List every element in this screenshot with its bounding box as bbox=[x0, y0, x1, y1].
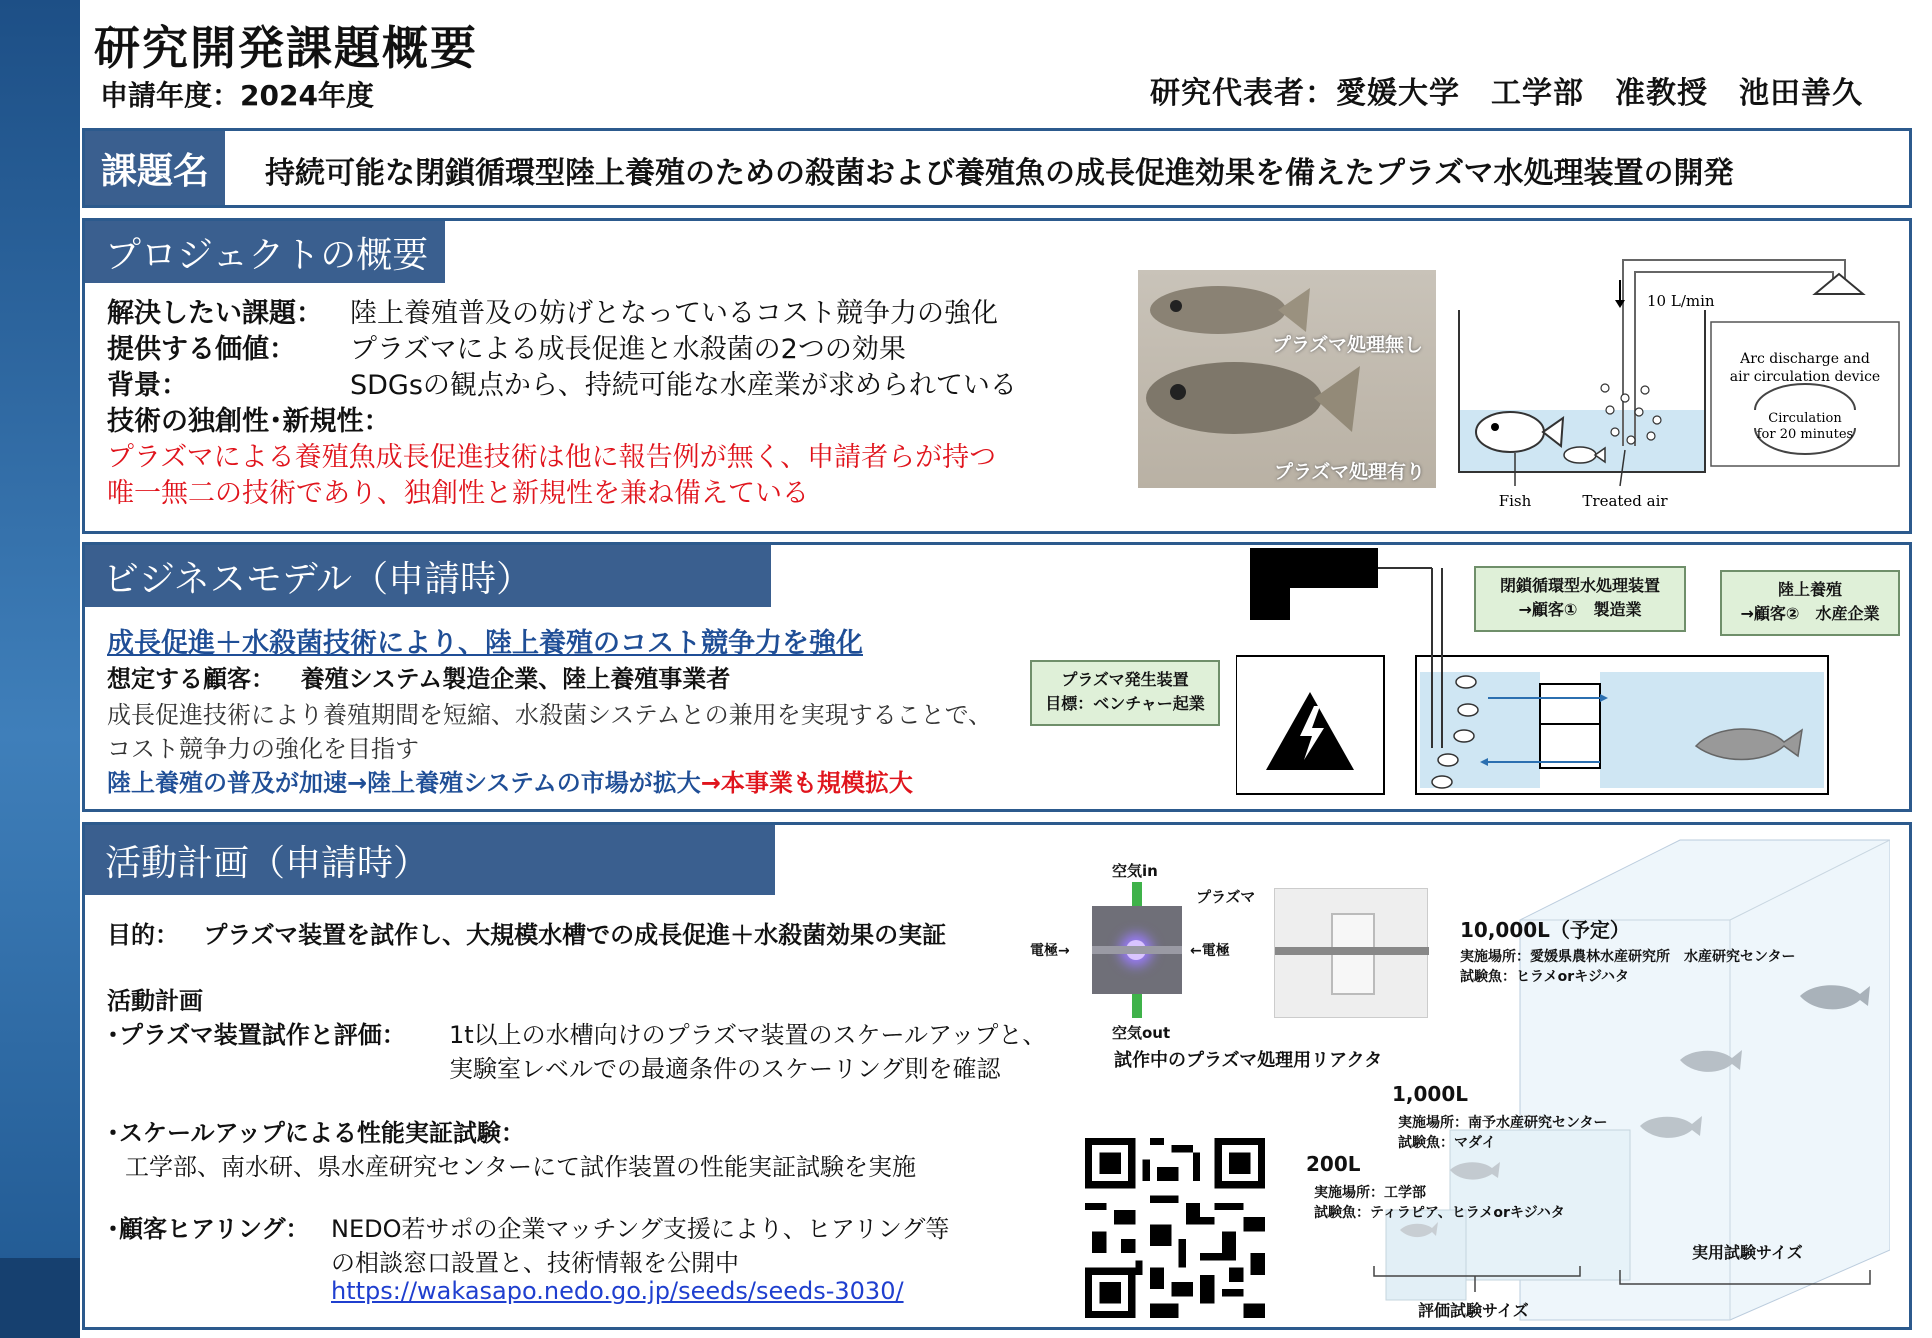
topic-bar bbox=[82, 128, 1912, 208]
circulation-label-line-2: for 20 minutes bbox=[1756, 427, 1854, 442]
plan-item-3-label: ･顧客ヒアリング： bbox=[107, 1215, 310, 1243]
topic-label: 課題名 bbox=[85, 131, 225, 205]
business-desc-line-2: コスト競争力の強化を目指す bbox=[107, 735, 419, 763]
business-chain-scale: →本事業も規模拡大 bbox=[700, 769, 913, 797]
device-label-line-1: Arc discharge and bbox=[1740, 351, 1870, 367]
electrode-left-label: 電極→ bbox=[1030, 943, 1070, 959]
tank-200-site: 実施場所：工学部 bbox=[1314, 1185, 1426, 1201]
callout-farm-line-1: 陸上養殖 bbox=[1777, 580, 1842, 599]
value-text: プラズマによる成長促進と水殺菌の2つの効果 bbox=[350, 334, 906, 365]
qr-code[interactable] bbox=[1085, 1138, 1265, 1318]
fish-photo-illustration bbox=[1138, 270, 1436, 488]
plasma-label: プラズマ bbox=[1196, 888, 1256, 906]
topic-title: 持続可能な閉鎖循環型陸上養殖のための殺菌および養殖魚の成長促進効果を備えたプラズマ水処理装置の開発 bbox=[265, 156, 1734, 191]
plan-item-3-line-1: NEDO若サポの企業マッチング支援により、ヒアリング等 bbox=[331, 1215, 950, 1243]
callout-plasma-line-2: 目標：ベンチャー起業 bbox=[1045, 694, 1205, 713]
callout-water-system bbox=[1474, 566, 1686, 632]
tank-200-fish: 試験魚：ティラピア、ヒラメorキジハタ bbox=[1314, 1205, 1565, 1221]
left-sidebar-band bbox=[0, 0, 80, 1338]
plan-item-1-line-1: 1t以上の水槽向けのプラズマ装置のスケールアップと、 bbox=[449, 1021, 1047, 1049]
tank-200-size: 200L bbox=[1306, 1152, 1361, 1176]
background-label: 背景： bbox=[107, 370, 188, 401]
air-out-arrow bbox=[1132, 994, 1142, 1018]
electrode-right-label: ←電極 bbox=[1190, 943, 1230, 959]
plan-item-2-line-1: 工学部、南水研、県水産研究センターにて試作装置の性能実証試験を実施 bbox=[125, 1153, 917, 1181]
tank-1000-fish: 試験魚：マダイ bbox=[1398, 1135, 1496, 1151]
photo-label-treated: プラズマ処理有り bbox=[1274, 461, 1426, 483]
customers-text: 養殖システム製造企業、陸上養殖事業者 bbox=[300, 665, 731, 693]
air-in-arrow bbox=[1132, 882, 1142, 906]
photo-label-untreated: プラズマ処理無し bbox=[1272, 334, 1424, 356]
air-in-label: 空気in bbox=[1112, 862, 1158, 880]
tank-10000-site: 実施場所：愛媛県農林水産研究所 水産研究センター bbox=[1460, 949, 1796, 965]
activity-header: 活動計画（申請時） bbox=[85, 825, 775, 895]
treated-air-label: Treated air bbox=[1582, 492, 1668, 510]
business-chain-market: 陸上養殖の普及が加速→陸上養殖システムの市場が拡大 bbox=[107, 769, 701, 797]
fish-comparison-photo bbox=[1138, 270, 1436, 488]
seeds-page-link[interactable]: https://wakasapo.nedo.go.jp/seeds/seeds-3030/ bbox=[331, 1277, 904, 1305]
overview-header: プロジェクトの概要 bbox=[85, 221, 445, 283]
application-year: 申請年度：2024年度 bbox=[100, 79, 374, 112]
practical-test-size-label: 実用試験サイズ bbox=[1692, 1243, 1803, 1262]
callout-plasma-generator bbox=[1030, 660, 1220, 726]
plan-item-3-line-2: の相談窓口設置と、技術情報を公開中 bbox=[331, 1249, 739, 1277]
document-title: 研究開発課題概要 bbox=[94, 21, 478, 75]
plasma-tank-diagram bbox=[1455, 250, 1905, 520]
customers-row bbox=[107, 659, 730, 694]
plan-item-1-line-2: 実験室レベルでの最適条件のスケーリング則を確認 bbox=[449, 1055, 1001, 1083]
callout-system-line-1: 閉鎖循環型水処理装置 bbox=[1499, 576, 1660, 595]
customers-label: 想定する顧客： bbox=[107, 665, 275, 693]
reactor-caption: 試作中のプラズマ処理用リアクタ bbox=[1114, 1050, 1383, 1071]
novelty-line-1: プラズマによる養殖魚成長促進技術は他に報告例が無く、申請者らが持つ bbox=[107, 442, 997, 473]
problem-label: 解決したい課題： bbox=[107, 298, 323, 329]
plan-item-1-label: ･プラズマ装置試作と評価： bbox=[107, 1021, 406, 1049]
purpose-label: 目的： bbox=[107, 921, 179, 949]
device-label-line-2: air circulation device bbox=[1729, 369, 1881, 385]
circulation-label-line-1: Circulation bbox=[1768, 411, 1842, 426]
sidebar-footer-block bbox=[0, 1258, 80, 1338]
tank-10000-size: 10,000L（予定） bbox=[1460, 918, 1630, 942]
callout-farm-line-2: →顧客② 水産企業 bbox=[1740, 604, 1880, 623]
purpose-text: プラズマ装置を試作し、大規模水槽での成長促進＋水殺菌効果の実証 bbox=[203, 921, 947, 949]
air-out-label: 空気out bbox=[1112, 1024, 1171, 1042]
business-desc-line-1: 成長促進技術により養殖期間を短縮、水殺菌システムとの兼用を実現することで、 bbox=[107, 701, 993, 729]
background-text: SDGsの観点から、持続可能な水産業が求められている bbox=[350, 370, 1017, 401]
business-chain bbox=[107, 763, 913, 798]
evaluation-test-size-label: 評価試験サイズ bbox=[1418, 1301, 1529, 1320]
plan-item-2-label: ･スケールアップによる性能実証試験： bbox=[107, 1119, 525, 1147]
callout-land-farming bbox=[1720, 570, 1900, 636]
business-headline: 成長促進＋水殺菌技術により、陸上養殖のコスト競争力を強化 bbox=[107, 628, 863, 659]
tank-1000-site: 実施場所：南予水産研究センター bbox=[1398, 1115, 1608, 1131]
plan-title: 活動計画 bbox=[107, 987, 203, 1015]
principal-investigator: 研究代表者：愛媛大学 工学部 准教授 池田善久 bbox=[1150, 76, 1863, 111]
flow-rate-label: 10 L/min bbox=[1647, 292, 1715, 310]
business-header: ビジネスモデル（申請時） bbox=[85, 545, 771, 607]
tank-10000-fish: 試験魚：ヒラメorキジハタ bbox=[1460, 969, 1629, 985]
tank-1000-size: 1,000L bbox=[1392, 1082, 1469, 1106]
callout-plasma-line-1: プラズマ発生装置 bbox=[1061, 670, 1189, 689]
fish-label: Fish bbox=[1498, 492, 1532, 510]
value-label: 提供する価値： bbox=[107, 334, 296, 365]
problem-text: 陸上養殖普及の妨げとなっているコスト競争力の強化 bbox=[350, 298, 998, 329]
novelty-line-2: 唯一無二の技術であり、独創性と新規性を兼ね備えている bbox=[107, 478, 809, 509]
fish-small-icon bbox=[1564, 447, 1596, 463]
novelty-label: 技術の独創性･新規性： bbox=[107, 406, 391, 437]
fish-large-icon bbox=[1476, 412, 1544, 452]
callout-system-line-2: →顧客① 製造業 bbox=[1518, 600, 1642, 619]
tank-size-diagram bbox=[1370, 830, 1890, 1330]
purpose-row bbox=[107, 915, 946, 950]
plasma-reactor-photo bbox=[1092, 906, 1182, 994]
